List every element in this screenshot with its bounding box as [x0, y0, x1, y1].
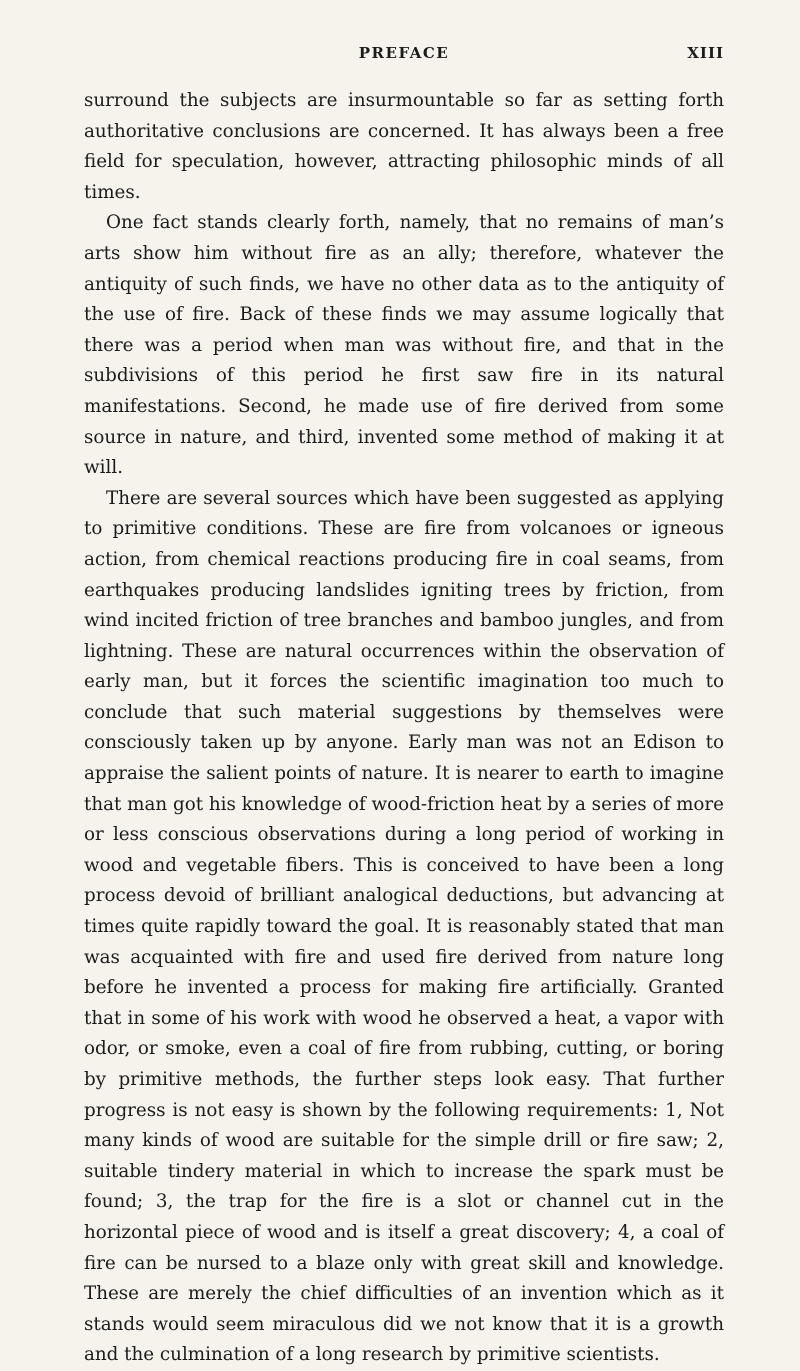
paragraph-fire-antiquity: One fact stands clearly forth, namely, that no remains of man’s arts show him without fire as an ally; therefore, whatever the antiquity of such finds, we have no other data as to the antiquity of the use of fire. Back of these finds we may assume logically that there was a period when man was without fire, and that in the subdivisions of this period he first saw fire in its natural manifestations. Second, he made use of fire derived from some source in nature, and third, invented some method of making it at will. [84, 212, 724, 479]
running-title: PREFACE [358, 44, 450, 62]
paragraph-fire-sources: There are several sources which have been suggested as applying to primitive conditions. These are fire from volcanoes or igneous action, from chemical reactions producing fire in coal seams, from earthquakes producing landslides igniting trees by friction, from wind incited friction of tree branches and bamboo jungles, and from lightning. These are natural occurrences within the observation of early man, but it forces the scientific imagination too much to conclude that such material suggestions by themselves were consciously taken up by anyone. Early man was not an Edison to appraise the salient points of nature. It is nearer to earth to imagine that man got his knowledge of wood-friction heat by a series of more or less conscious observations during a long period of working in wood and vegetable fibers. This is conceived to have been a long process devoid of brilliant analogical deductions, but advancing at times quite rapidly toward the goal. It is reasonably stated that man was acquainted with fire and used fire derived from nature long before he invented a process for making fire artificially. Granted that in some of his work with wood he observed a heat, a vapor with odor, or smoke, even a coal of fire from rubbing, cutting, or boring by primitive methods, the further steps look easy. That further progress is not easy is shown by the following requirements: 1, Not many kinds of wood are suitable for the simple drill or fire saw; 2, suitable tindery material in which to increase the spark must be found; 3, the trap for the fire is a slot or channel cut in the horizontal piece of wood and is itself a great discovery; 4, a coal of fire can be nursed to a blaze only with great skill and knowledge. These are merely the chief difficulties of an invention which as it stands would seem miraculous did we not know that it is a growth and the culmination of a long research by primitive scientists. [84, 487, 724, 1366]
running-head [84, 44, 724, 66]
page-number: XIII [687, 44, 724, 62]
body-text [84, 86, 724, 1371]
paragraph-continued: surround the subjects are insurmountable so far as setting forth authoritative conclusions are concerned. It has always been a free field for speculation, however, attracting philosophic minds of all times. [84, 90, 724, 203]
